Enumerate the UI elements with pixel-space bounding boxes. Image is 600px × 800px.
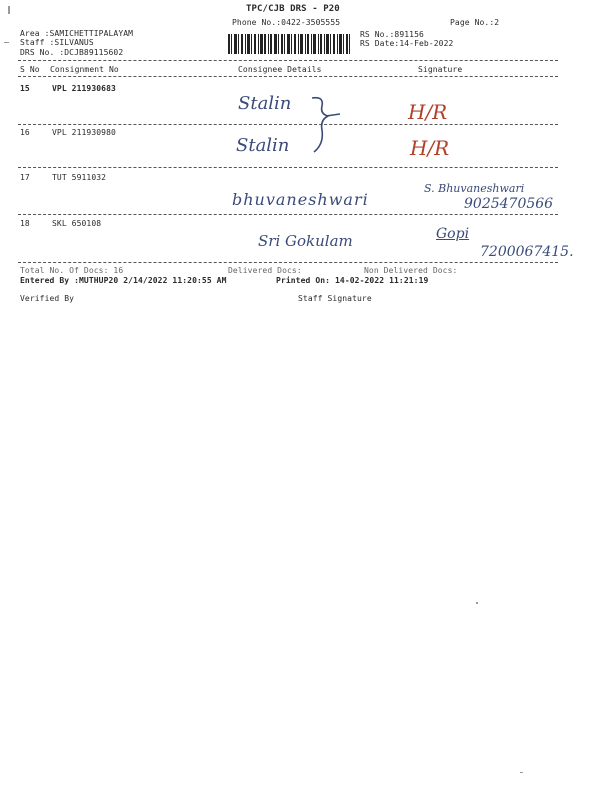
col-consignment: Consignment No [50, 65, 119, 74]
report-title: TPC/CJB DRS - P20 [246, 4, 340, 14]
row-17-consignee-handwriting: bhuvaneshwari [232, 190, 369, 209]
row-18-phone-handwriting: 7200067415. [480, 244, 574, 260]
scan-speck [520, 772, 523, 773]
row-18-consignment: SKL 650108 [52, 219, 102, 228]
row-15-signature-handwriting: H/R [408, 100, 448, 124]
non-delivered-docs: Non Delivered Docs: [364, 266, 458, 275]
row-divider [18, 124, 558, 125]
staff-signature-label: Staff Signature [298, 294, 372, 303]
row-17-sno: 17 [20, 173, 30, 182]
scan-speck [8, 6, 10, 14]
row-15-sno: 15 [20, 84, 30, 93]
row-17-phone-handwriting: 9025470566 [464, 196, 554, 212]
col-signature: Signature [418, 65, 463, 74]
row-16-sno: 16 [20, 128, 30, 137]
page-number: Page No.:2 [450, 18, 500, 27]
header-divider-top [18, 60, 558, 61]
rs-number: RS No.:891156 [360, 30, 424, 39]
col-consignee: Consignee Details [238, 65, 322, 74]
phone-number: Phone No.:0422-3505555 [232, 18, 341, 27]
staff-label: Staff :SILVANUS [20, 38, 94, 47]
printed-on: Printed On: 14-02-2022 11:21:19 [276, 276, 429, 285]
row-17-signature-handwriting: S. Bhuvaneshwari [424, 182, 525, 195]
row-divider [18, 214, 558, 215]
row-15-consignee-handwriting: Stalin [238, 93, 292, 114]
area-label: Area :SAMICHETTIPALAYAM [20, 29, 134, 38]
verified-by-label: Verified By [20, 294, 75, 303]
row-16-signature-handwriting: H/R [410, 136, 450, 160]
row-17-consignment: TUT 5911032 [52, 173, 107, 182]
scan-speck [4, 42, 9, 43]
row-18-signature-handwriting: Gopi [436, 226, 470, 242]
bracket-mark-icon [306, 94, 342, 156]
row-divider [18, 167, 558, 168]
total-docs: Total No. Of Docs: 16 [20, 266, 124, 275]
header-divider-bottom [18, 76, 558, 77]
rs-date: RS Date:14-Feb-2022 [360, 39, 454, 48]
row-16-consignee-handwriting: Stalin [236, 135, 290, 156]
col-sno: S No [20, 65, 40, 74]
row-18-consignee-handwriting: Sri Gokulam [258, 232, 353, 250]
barcode-image [228, 34, 350, 54]
row-18-sno: 18 [20, 219, 30, 228]
row-15-consignment: VPL 211930683 [52, 84, 116, 93]
entered-by: Entered By :MUTHUP20 2/14/2022 11:20:55 AM [20, 276, 227, 285]
row-divider [18, 262, 558, 263]
delivered-docs: Delivered Docs: [228, 266, 302, 275]
drs-number: DRS No. :DCJB89115602 [20, 48, 124, 57]
row-16-consignment: VPL 211930980 [52, 128, 116, 137]
scan-speck [476, 602, 478, 604]
